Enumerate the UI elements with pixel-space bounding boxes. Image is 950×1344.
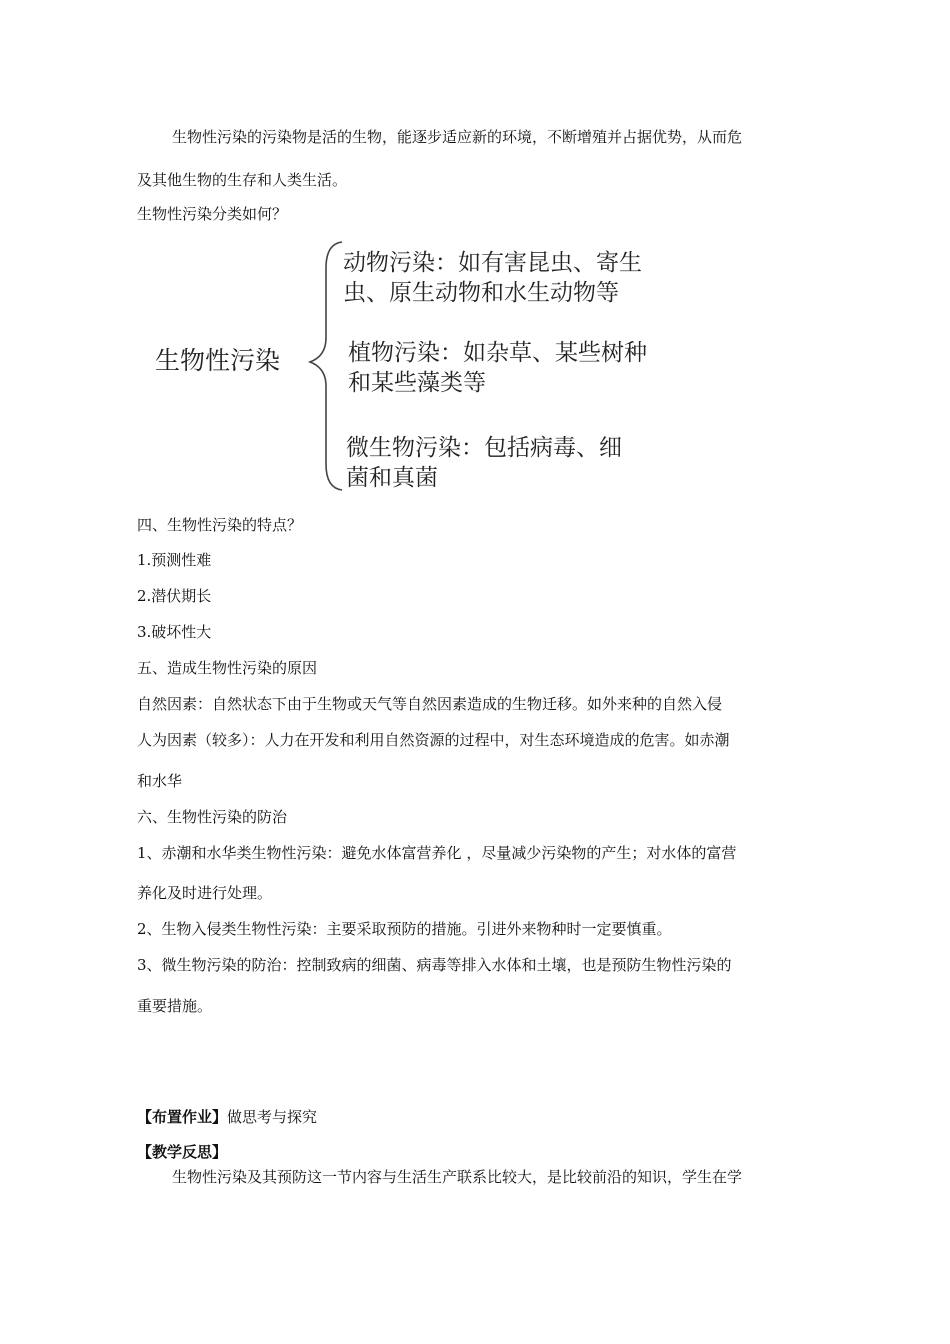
diagram-branch-plant-line-2: 和某些藻类等: [348, 370, 486, 396]
diagram-branch-microbe-line-2: 菌和真菌: [346, 465, 438, 491]
section-4-item-1: 1.预测性难: [137, 551, 212, 569]
reflection-text: 生物性污染及其预防这一节内容与生活生产联系比较大，是比较前沿的知识，学生在学: [172, 1168, 743, 1186]
diagram-branch-animal-line-1: 动物污染：如有害昆虫、寄生: [343, 250, 642, 276]
section-4-title: 四、生物性污染的特点？: [137, 516, 303, 534]
section-6-item-1-line-1: 1、赤潮和水华类生物性污染：避免水体富营养化 ，尽量减少污染物的产生；对水体的富营: [137, 844, 737, 862]
homework-row: [137, 1107, 317, 1127]
section-6-item-1-line-2: 养化及时进行处理。: [137, 884, 273, 902]
section-6-item-3-line-2: 重要措施。: [137, 997, 213, 1015]
homework-text: 做思考与探究: [227, 1108, 318, 1126]
diagram-branch-microbe-line-1: 微生物污染：包括病毒、细: [346, 435, 622, 461]
homework-label: 【布置作业】: [137, 1108, 228, 1126]
intro-paragraph-line-1: 生物性污染的污染物是活的生物，能逐步适应新的环境，不断增殖并占据优势，从而危: [172, 128, 743, 146]
diagram-branch-animal-line-2: 虫、原生动物和水生动物等: [343, 280, 619, 306]
intro-paragraph-line-2: 及其他生物的生存和人类生活。: [137, 171, 348, 189]
section-5-human-factors-line-2: 和水华: [137, 772, 183, 790]
section-5-human-factors-line-1: 人为因素（较多）：人力在开发和利用自然资源的过程中，对生态环境造成的危害。如赤潮: [137, 731, 730, 749]
section-5-title: 五、造成生物性污染的原因: [137, 659, 318, 677]
section-4-item-3: 3.破坏性大: [137, 623, 212, 641]
diagram-branch-plant-line-1: 植物污染：如杂草、某些树种: [348, 340, 647, 366]
reflection-label: 【教学反思】: [137, 1143, 228, 1161]
diagram-root-label: 生物性污染: [155, 346, 281, 375]
section-6-item-3-line-1: 3、微生物污染的防治：控制致病的细菌、病毒等排入水体和土壤，也是预防生物性污染的: [137, 956, 732, 974]
section-4-item-2: 2.潜伏期长: [137, 587, 212, 605]
classification-question: 生物性污染分类如何？: [137, 205, 288, 223]
section-6-title: 六、生物性污染的防治: [137, 808, 288, 826]
section-6-item-2: 2、生物入侵类生物性污染：主要采取预防的措施。引进外来物种时一定要慎重。: [137, 920, 672, 938]
section-5-natural-factors: 自然因素：自然状态下由于生物或天气等自然因素造成的生物迁移。如外来种的自然入侵: [137, 695, 723, 713]
